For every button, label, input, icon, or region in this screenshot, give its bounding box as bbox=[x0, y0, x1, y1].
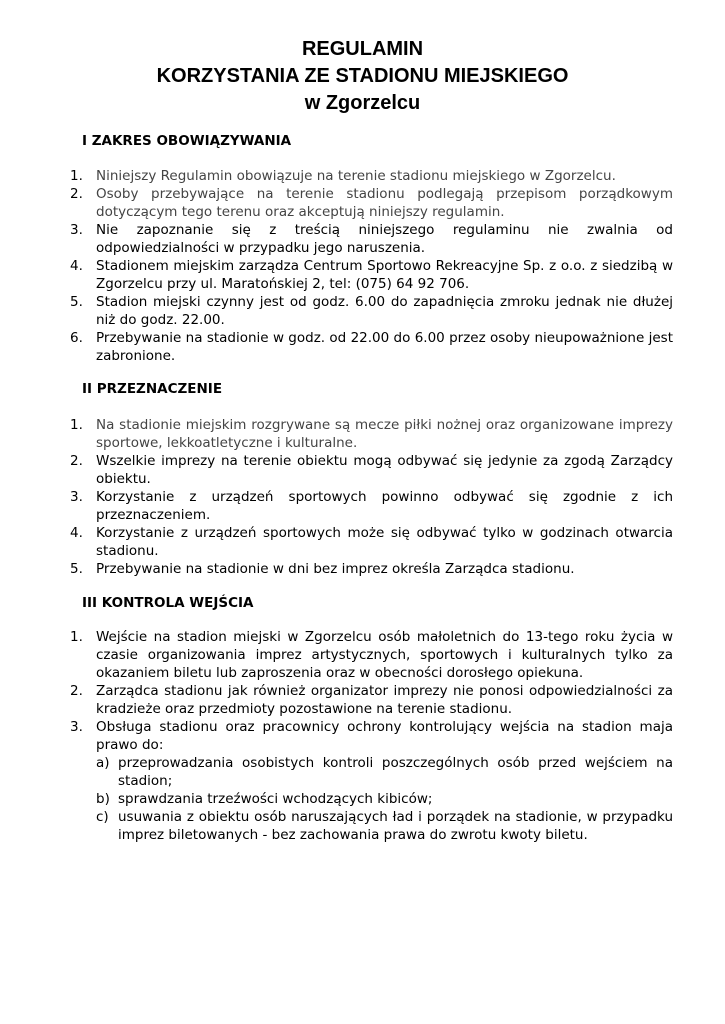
list-item: 1. Niniejszy Regulamin obowiązuje na terenie stadionu miejskiego w Zgorzelcu. bbox=[70, 168, 616, 184]
list-item: 1. Na stadionie miejskim rozgrywane są mecze piłki nożnej oraz organizowane imprezy sportowe, lekkoatletyczne i kulturalne. bbox=[70, 417, 673, 451]
section-2-list bbox=[70, 416, 673, 578]
list-item: 4. Stadionem miejskim zarządza Centrum Sportowo Rekreacyjne Sp. z o.o. z siedzibą w Zgorzelcu przy ul. Maratońskiej 2, tel: (075) 64 92 706. bbox=[70, 258, 673, 292]
list-item: 4. Korzystanie z urządzeń sportowych może się odbywać tylko w godzinach otwarcia stadionu. bbox=[70, 525, 673, 559]
list-item: 2. Zarządca stadionu jak również organizator imprezy nie ponosi odpowiedzialności za kradzieże oraz przedmioty pozostawione na terenie stadionu. bbox=[70, 683, 673, 717]
list-item: 6. Przebywanie na stadionie w godz. od 22.00 do 6.00 przez osoby nieupoważnione jest zabronione. bbox=[70, 330, 673, 364]
section-heading-2: II PRZEZNACZENIE bbox=[82, 381, 223, 397]
list-item: 5. Stadion miejski czynny jest od godz. 6.00 do zapadnięcia zmroku jednak nie dłużej niż do godz. 22.00. bbox=[70, 294, 673, 328]
list-item: 3. Nie zapoznanie się z treścią niniejszego regulaminu nie zwalnia od odpowiedzialności w przypadku jego naruszenia. bbox=[70, 222, 673, 256]
title-line-2: KORZYSTANIA ZE STADIONU MIEJSKIEGO bbox=[156, 65, 569, 87]
sub-list bbox=[96, 754, 673, 844]
list-item: 1. Wejście na stadion miejski w Zgorzelcu osób małoletnich do 13-tego roku życia w czasie organizowania imprez artystycznych, sportowych i kulturalnych tylko za okazaniem biletu lub zaproszenia oraz w obecności dorosłego opiekuna. bbox=[70, 629, 673, 681]
document-title bbox=[0, 36, 725, 117]
list-item: 2. Osoby przebywające na terenie stadionu podlegają przepisom porządkowym dotyczącym tego terenu oraz akceptują niniejszy regulamin. bbox=[70, 186, 673, 220]
sub-list-item: a) przeprowadzania osobistych kontroli poszczególnych osób przed wejściem na stadion; bbox=[96, 755, 673, 789]
section-3-list bbox=[70, 628, 673, 844]
title-line-1: REGULAMIN bbox=[301, 38, 424, 60]
list-item: 3. Korzystanie z urządzeń sportowych powinno odbywać się zgodnie z ich przeznaczeniem. bbox=[70, 489, 673, 523]
list-item: 3. Obsługa stadionu oraz pracownicy ochrony kontrolujący wejścia na stadion maja prawo do: a) przeprowadzania osobistych kontroli poszczególnych osób przed wejściem na stadion; b) sprawdzania trzeźwości wchodzących kibiców; c) usuwania z obiektu osób naruszających ład i porządek na stadionie, w przypadku imprez biletowanych - bez zachowania prawa do zwrotu kwoty biletu. bbox=[70, 719, 673, 843]
section-heading-1: I ZAKRES OBOWIĄZYWANIA bbox=[82, 133, 292, 149]
sub-list-item: b) sprawdzania trzeźwości wchodzących kibiców; bbox=[96, 791, 433, 807]
sub-list-item: c) usuwania z obiektu osób naruszających ład i porządek na stadionie, w przypadku imprez biletowanych - bez zachowania prawa do zwrotu kwoty biletu. bbox=[96, 809, 673, 843]
section-1-list bbox=[70, 167, 673, 365]
section-heading-3: III KONTROLA WEJŚCIA bbox=[82, 595, 254, 611]
list-item: 2. Wszelkie imprezy na terenie obiektu mogą odbywać się jedynie za zgodą Zarządcy obiektu. bbox=[70, 453, 673, 487]
title-line-3: w Zgorzelcu bbox=[304, 92, 421, 114]
list-item: 5. Przebywanie na stadionie w dni bez imprez określa Zarządca stadionu. bbox=[70, 561, 575, 577]
